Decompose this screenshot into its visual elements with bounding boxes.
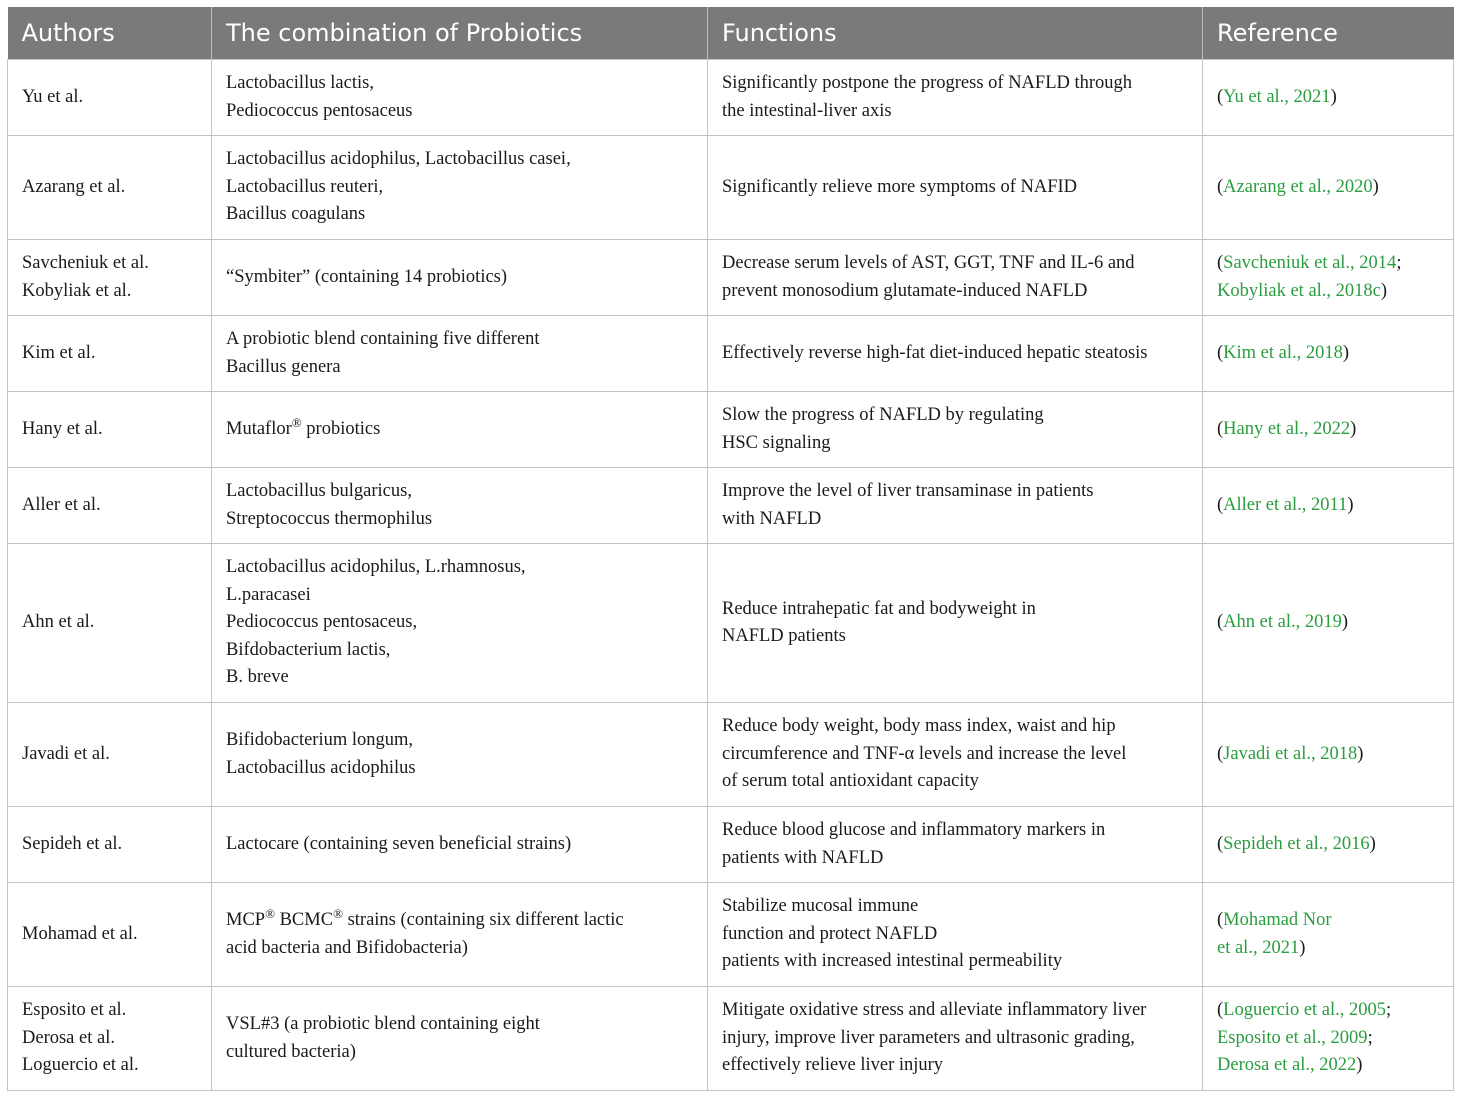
function-line: patients with increased intestinal permeability [722,951,1063,972]
probiotics-cell [212,136,708,240]
function-line: Significantly relieve more symptoms of NAFID [722,176,1078,197]
reference-punct: ( [1217,910,1224,930]
probiotic-text: probiotics [301,418,381,439]
reference-punct: ) [1357,743,1364,764]
probiotic-line: B. breve [226,667,289,688]
probiotic-line: acid bacteria and Bifidobacteria) [226,937,468,958]
functions-cell [708,392,1203,468]
reference-line [1217,278,1439,306]
authors-cell [8,544,212,703]
reference-cell [1203,316,1454,392]
authors-cell [8,703,212,807]
probiotics-cell [212,60,708,136]
author-line: Kobyliak et al. [22,280,132,301]
authors-cell [8,60,212,136]
function-line: the intestinal-liver axis [722,100,892,121]
function-line: Effectively reverse high-fat diet-induced hepatic steatosis [722,342,1148,363]
function-line: NAFLD patients [722,626,846,646]
reference-link[interactable]: Sepideh et al., 2016 [1223,833,1370,854]
function-line: Improve the level of liver transaminase in patients [722,481,1094,501]
reference-punct: ( [1217,253,1224,273]
reference-cell [1203,468,1454,544]
functions-cell [708,544,1203,703]
reference-link[interactable]: Savcheniuk et al., 2014 [1223,253,1397,273]
reference-line [1217,340,1439,368]
reference-punct: ) [1350,418,1357,439]
reference-cell [1203,392,1454,468]
function-line: Reduce blood glucose and inflammatory markers in [722,820,1106,840]
table-row [8,60,1454,136]
functions-cell [708,703,1203,807]
function-line: HSC signaling [722,432,831,453]
reference-link[interactable]: Esposito et al., 2009 [1217,1027,1368,1048]
header-row [8,7,1454,60]
function-line: prevent monosodium glutamate-induced NAFLD [722,280,1088,301]
probiotics-cell [212,544,708,703]
table-row [8,316,1454,392]
probiotics-table [7,7,1454,1091]
probiotic-line: Streptococcus thermophilus [226,508,433,529]
function-line: patients with NAFLD [722,847,884,868]
table-row [8,136,1454,240]
table-row [8,468,1454,544]
probiotic-line: “Symbiter” (containing 14 probiotics) [226,266,508,287]
author-line: Esposito et al. [22,1000,127,1021]
registered-mark: ® [265,905,275,921]
functions-cell [708,468,1203,544]
authors-cell [8,136,212,240]
probiotics-cell [212,883,708,987]
reference-punct: ( [1217,1000,1224,1021]
probiotic-line: Lactobacillus lactis, [226,73,374,93]
authors-cell [8,468,212,544]
function-line: Reduce body weight, body mass index, waist and hip [722,716,1116,737]
table-row [8,240,1454,316]
reference-punct: ( [1217,743,1224,764]
registered-mark: ® [333,905,343,921]
author-line: Azarang et al. [22,176,126,197]
table-row [8,703,1454,807]
author-line: Loguercio et al. [22,1055,139,1076]
author-line: Derosa et al. [22,1027,115,1048]
reference-line [1217,416,1439,444]
reference-line [1217,831,1439,859]
author-line: Savcheniuk et al. [22,253,149,273]
probiotics-cell [212,392,708,468]
header-authors: Authors [8,7,212,60]
probiotic-line: L.paracasei [226,584,311,605]
reference-line [1217,174,1439,202]
reference-cell [1203,807,1454,883]
reference-punct: ( [1217,418,1224,439]
authors-cell [8,883,212,987]
reference-punct: ) [1347,494,1354,515]
function-line: Mitigate oxidative stress and alleviate inflammatory liver [722,1000,1147,1021]
table-header [8,7,1454,60]
author-line: Yu et al. [22,86,84,107]
probiotic-text: strains (containing six different lactic [342,910,624,930]
reference-punct: ; [1367,1027,1373,1048]
reference-punct: ) [1372,176,1379,197]
probiotic-line: A probiotic blend containing five different [226,329,540,349]
reference-cell [1203,136,1454,240]
reference-link[interactable]: Ahn et al., 2019 [1223,612,1342,633]
probiotic-text: Mutaflor [226,418,292,439]
reference-cell [1203,60,1454,136]
function-line: Reduce intrahepatic fat and bodyweight in [722,598,1036,619]
reference-cell [1203,883,1454,987]
probiotic-line: cultured bacteria) [226,1041,356,1062]
author-line: Sepideh et al. [22,833,123,854]
header-reference: Reference [1203,7,1454,60]
reference-punct: ; [1386,1000,1392,1021]
author-line: Javadi et al. [22,743,110,764]
reference-line [1217,1025,1439,1053]
reference-link[interactable]: Kim et al., 2018 [1223,342,1343,363]
probiotic-line [226,416,693,444]
header-functions: Functions [708,7,1203,60]
functions-cell [708,807,1203,883]
reference-line [1217,907,1439,935]
reference-punct: ) [1356,1055,1363,1076]
reference-cell [1203,544,1454,703]
reference-link[interactable]: Loguercio et al., 2005 [1223,1000,1387,1021]
probiotics-cell [212,807,708,883]
author-line: Kim et al. [22,342,96,363]
reference-punct: ) [1369,833,1376,854]
reference-punct: ( [1217,494,1224,515]
table-row [8,807,1454,883]
reference-punct: ) [1380,280,1388,301]
reference-punct: ( [1217,342,1224,363]
table-row [8,987,1454,1091]
author-line: Ahn et al. [22,612,95,633]
reference-cell [1203,240,1454,316]
probiotic-line: Lactobacillus acidophilus, Lactobacillus casei, [226,149,571,170]
functions-cell [708,987,1203,1091]
reference-link[interactable]: Derosa et al., 2022 [1217,1055,1357,1076]
function-line: of serum total antioxidant capacity [722,771,979,792]
function-line: Stabilize mucosal immune [722,896,919,917]
function-line: function and protect NAFLD [722,923,938,944]
reference-link[interactable]: Hany et al., 2022 [1223,418,1351,439]
function-line: circumference and TNF-α levels and increase the level [722,743,1127,764]
reference-punct: ) [1342,342,1350,363]
authors-cell [8,807,212,883]
probiotic-line: Lactobacillus bulgaricus, [226,481,412,501]
reference-punct: ( [1217,612,1224,633]
reference-line [1217,741,1439,769]
function-line: Slow the progress of NAFLD by regulating [722,405,1044,425]
reference-line [1217,84,1439,112]
function-line: effectively relieve liver injury [722,1055,944,1076]
reference-punct: ( [1217,176,1224,197]
probiotic-line: Bacillus genera [226,356,341,377]
authors-cell [8,316,212,392]
probiotics-cell [212,316,708,392]
probiotic-line: VSL#3 (a probiotic blend containing eight [226,1014,540,1034]
authors-cell [8,240,212,316]
reference-punct: ) [1330,86,1337,107]
header-probiotics: The combination of Probiotics [212,7,708,60]
reference-link[interactable]: Kobyliak et al., 2018c [1217,280,1381,301]
reference-line [1217,250,1439,278]
probiotic-line: Lactobacillus acidophilus, L.rhamnosus, [226,557,526,578]
reference-line [1217,609,1439,637]
reference-line [1217,492,1439,520]
probiotic-line: Lactobacillus reuteri, [226,176,384,197]
reference-link[interactable]: et al., 2021 [1217,937,1300,958]
reference-cell [1203,703,1454,807]
reference-link[interactable]: Aller et al., 2011 [1223,494,1348,515]
function-line: Decrease serum levels of AST, GGT, TNF and IL-6 and [722,253,1135,273]
registered-mark: ® [291,414,302,430]
reference-line [1217,997,1439,1025]
probiotic-line: Bacillus coagulans [226,204,366,225]
functions-cell [708,60,1203,136]
reference-cell [1203,987,1454,1091]
probiotic-line: Lactobacillus acidophilus [226,757,416,778]
function-line: injury, improve liver parameters and ultrasonic grading, [722,1027,1135,1048]
table-row [8,544,1454,703]
reference-punct: ( [1217,833,1224,854]
reference-link[interactable]: Javadi et al., 2018 [1223,743,1358,764]
reference-punct: ) [1341,612,1349,633]
functions-cell [708,136,1203,240]
reference-punct: ; [1396,253,1402,273]
functions-cell [708,316,1203,392]
authors-cell [8,392,212,468]
reference-line [1217,935,1439,963]
reference-link[interactable]: Mohamad Nor [1223,910,1332,930]
probiotic-line [226,907,693,935]
probiotic-line: Lactocare (containing seven beneficial strains) [226,833,572,854]
probiotics-cell [212,240,708,316]
probiotic-line: Bifdobacterium lactis, [226,639,391,660]
probiotic-text: BCMC [274,910,334,930]
probiotic-line: Pediococcus pentosaceus, [226,612,418,633]
functions-cell [708,883,1203,987]
probiotics-cell [212,987,708,1091]
reference-link[interactable]: Azarang et al., 2020 [1223,176,1373,197]
author-line: Aller et al. [22,494,101,515]
probiotic-text: MCP [226,910,266,930]
reference-line [1217,1052,1439,1080]
reference-punct: ) [1299,937,1306,958]
probiotic-line: Bifidobacterium longum, [226,730,414,750]
authors-cell [8,987,212,1091]
probiotic-line: Pediococcus pentosaceus [226,100,413,121]
probiotics-cell [212,468,708,544]
table-row [8,392,1454,468]
function-line: Significantly postpone the progress of NAFLD through [722,73,1133,93]
author-line: Mohamad et al. [22,923,138,944]
function-line: with NAFLD [722,508,822,529]
reference-link[interactable]: Yu et al., 2021 [1223,86,1331,107]
probiotics-cell [212,703,708,807]
reference-punct: ( [1217,86,1224,107]
functions-cell [708,240,1203,316]
table-row [8,883,1454,987]
author-line: Hany et al. [22,418,103,439]
table-body [8,60,1454,1091]
